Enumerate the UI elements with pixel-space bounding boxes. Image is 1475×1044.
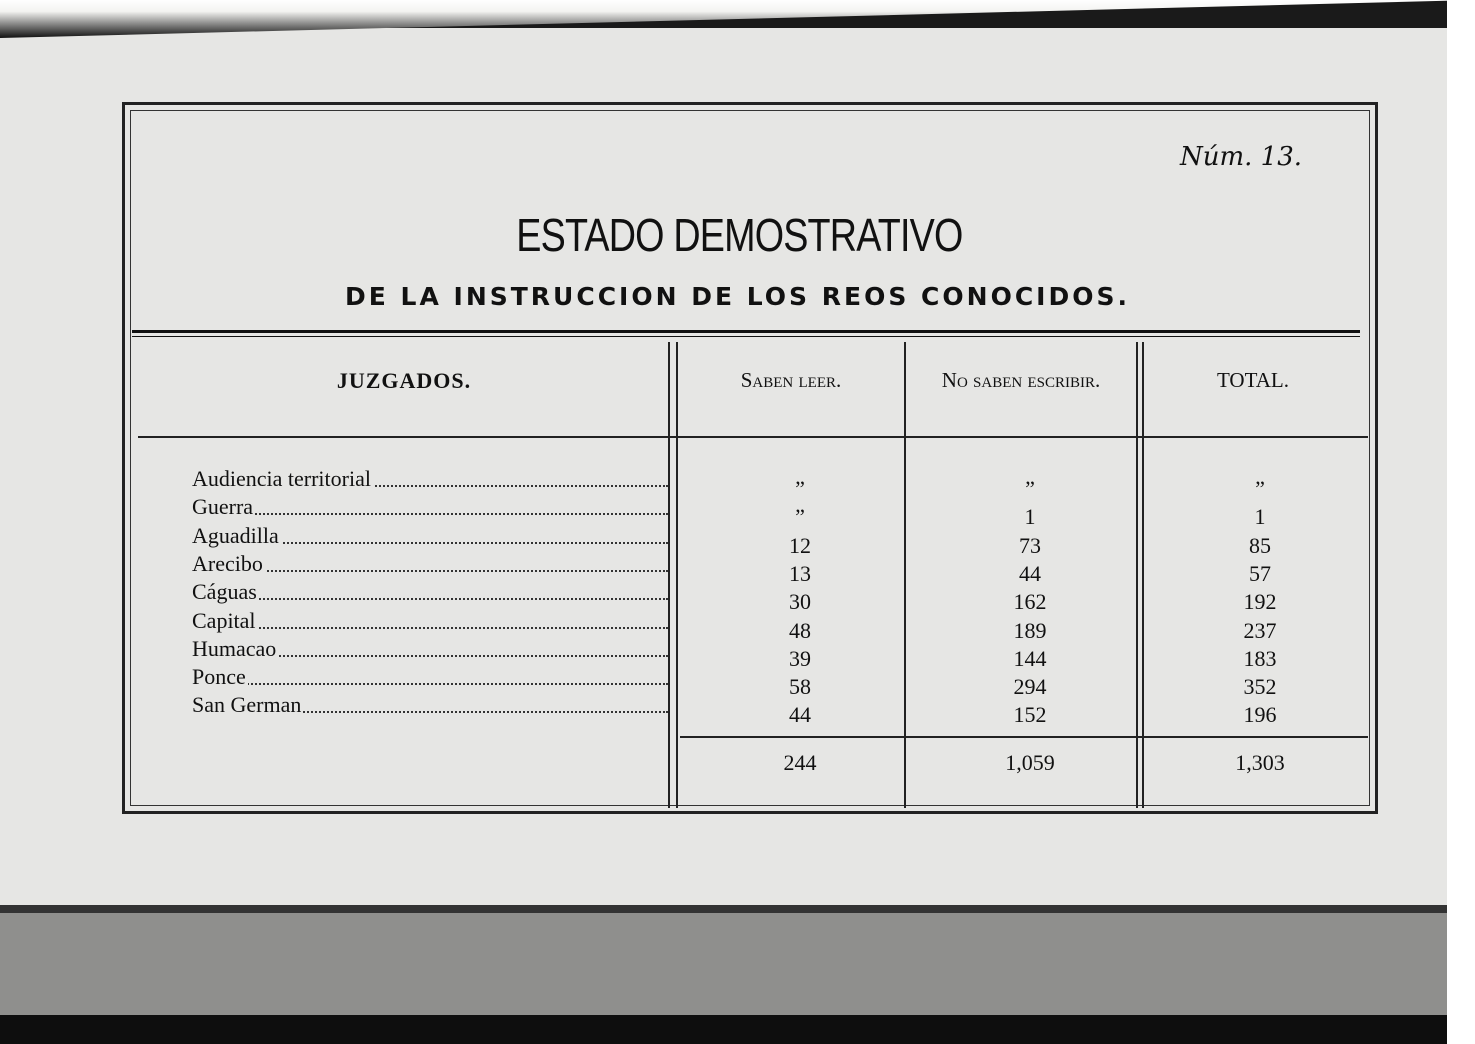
cell-total: 1 xyxy=(1254,504,1266,530)
table-row-label xyxy=(192,494,668,522)
totals-rule xyxy=(680,736,1368,738)
total-saben-leer: 244 xyxy=(783,750,817,775)
table-row-label xyxy=(192,608,668,636)
table-row-label xyxy=(192,523,668,551)
cell-no-saben: 152 xyxy=(1013,702,1047,728)
document-title: ESTADO DEMOSTRATIVO xyxy=(516,209,963,261)
header-saben-leer: Saben leer. xyxy=(740,368,842,392)
cell-saben-leer: 39 xyxy=(789,645,811,671)
cell-no-saben: 73 xyxy=(1019,532,1041,558)
row-name: Guerra xyxy=(192,494,254,520)
scan-right-border xyxy=(1447,0,1475,1044)
header-rule-bottom xyxy=(138,436,1368,438)
cell-saben-leer: 44 xyxy=(789,702,811,728)
cell-total: 237 xyxy=(1243,617,1277,643)
cell-total: 183 xyxy=(1243,645,1277,671)
table-row-label xyxy=(192,636,668,664)
column-divider-3b xyxy=(1142,342,1144,808)
cell-saben-leer: 12 xyxy=(789,532,811,558)
column-divider-1b xyxy=(676,342,678,808)
column-divider-3a xyxy=(1136,342,1138,808)
row-name: Audiencia territorial xyxy=(192,466,371,491)
cell-saben-leer: ” xyxy=(795,476,805,501)
total-no-saben: 1,059 xyxy=(1005,750,1055,775)
row-name: Ponce xyxy=(192,664,246,690)
table-row-label xyxy=(192,466,668,494)
cell-no-saben: 162 xyxy=(1013,589,1047,615)
cell-no-saben: 189 xyxy=(1013,617,1047,643)
header-juzgados: JUZGADOS. xyxy=(336,368,472,393)
cell-no-saben: 1 xyxy=(1024,504,1036,530)
cell-no-saben: 44 xyxy=(1019,560,1041,586)
cell-total: 85 xyxy=(1249,532,1271,558)
cell-total: 192 xyxy=(1243,589,1277,615)
row-name: Humacao xyxy=(192,635,277,661)
row-name: Cáguas xyxy=(192,579,257,605)
cell-saben-leer: 48 xyxy=(789,617,811,643)
cell-total: 196 xyxy=(1243,702,1277,728)
page-bottom-edge xyxy=(0,905,1458,913)
row-name: Capital xyxy=(192,607,256,633)
page-bottom-margin xyxy=(0,905,1458,1015)
scan-bottom-border xyxy=(0,1015,1475,1044)
row-name: Aguadilla xyxy=(192,522,279,548)
table-row-label xyxy=(192,664,668,692)
header-no-saben: No saben escribir. xyxy=(941,368,1101,392)
cell-saben-leer: 30 xyxy=(789,589,811,615)
column-divider-2 xyxy=(904,342,906,808)
table-row-label xyxy=(192,579,668,607)
cell-total: ” xyxy=(1255,476,1265,501)
table-number: Núm. 13. xyxy=(1180,142,1303,172)
cell-saben-leer: ” xyxy=(795,504,805,530)
cell-no-saben: 144 xyxy=(1013,645,1047,671)
header-rule-top-thin xyxy=(132,336,1360,337)
header-rule-top xyxy=(132,330,1360,333)
row-name: San German xyxy=(192,692,302,718)
cell-saben-leer: 58 xyxy=(789,674,811,700)
cell-no-saben: ” xyxy=(1025,476,1035,501)
total-total: 1,303 xyxy=(1235,750,1285,775)
header-total: TOTAL. xyxy=(1216,368,1289,392)
table-row-label xyxy=(192,692,668,720)
document-subtitle: DE LA INSTRUCCION DE LOS REOS CONOCIDOS. xyxy=(345,282,1130,311)
cell-total: 352 xyxy=(1243,674,1277,700)
row-name: Arecibo xyxy=(192,550,263,576)
column-divider-1a xyxy=(668,342,670,808)
cell-saben-leer: 13 xyxy=(789,560,811,586)
cell-total: 57 xyxy=(1249,560,1271,586)
cell-no-saben: 294 xyxy=(1013,674,1047,700)
table-row-label xyxy=(192,551,668,579)
